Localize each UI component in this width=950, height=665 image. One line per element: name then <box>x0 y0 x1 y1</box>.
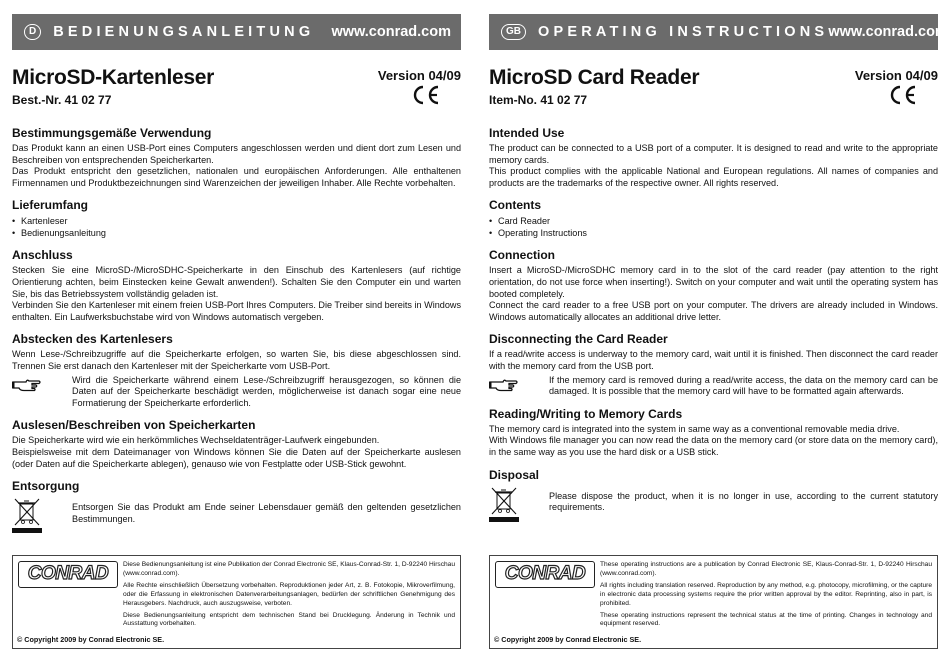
copyright-de: © Copyright 2009 by Conrad Electronic SE. <box>17 635 165 644</box>
conrad-logo: CONRAD <box>495 561 595 588</box>
connection-heading-gb: Connection <box>489 248 555 263</box>
english-column <box>489 14 948 527</box>
version-label-de: Version 04/09 <box>377 68 461 83</box>
disposal-text-de: Entsorgen Sie das Produkt am Ende seiner Lebensdauer gemäß den geltenden gesetzlichen Bestimmungen. <box>72 502 461 524</box>
banner-title-de: BEDIENUNGSANLEITUNG <box>53 24 315 40</box>
website-link-de[interactable]: www.conrad.com <box>331 24 451 40</box>
copyright-gb: © Copyright 2009 by Conrad Electronic SE. <box>494 635 642 644</box>
german-banner <box>12 14 461 50</box>
intended-use-heading-gb: Intended Use <box>489 126 565 140</box>
read-write-heading-de: Auslesen/Beschreiben von Speicherkarten <box>12 418 256 433</box>
intended-use-heading-de: Bestimmungsgemäße Verwendung <box>12 126 212 140</box>
read-write-text-gb: With Windows file manager you can now read the data on the memory card (or store data on the memory card), in the same way as you use the hard disk or a USB stick. <box>489 435 938 457</box>
disposal-heading-de: Entsorgung <box>12 479 80 494</box>
list-item: • Operating Instructions <box>489 227 938 239</box>
contents-list-gb <box>489 215 938 239</box>
read-write-text-de: Beispielsweise mit dem Dateimanager von Windows können Sie die Daten auf der Speicherkarte auslesen (oder Daten auf die Speicherkarte ablegen), genauso wie von Festplatte oder USB-Stick gewohnt. <box>12 446 461 469</box>
disposal-heading-gb: Disposal <box>489 467 540 482</box>
warning-note-de <box>12 375 461 410</box>
list-item: • Bedienungsanleitung <box>12 227 461 239</box>
product-header-de <box>12 66 461 124</box>
product-title-gb: MicroSD Card Reader <box>489 66 700 89</box>
disposal-section-de <box>12 497 461 538</box>
intended-use-text-gb: This product complies with the applicable National and European regulations. All names of companies and products are the trademarks of the respective owner. All rights reserved. <box>489 166 938 188</box>
warning-note-text-gb: If the memory card is removed during a read/write access, the data on the memory card can be damaged. It is possible that the memory card will have to be formatted again afterwards. <box>549 374 938 397</box>
list-item: • Card Reader <box>489 215 938 227</box>
legal-text-de <box>123 561 455 632</box>
disposal-section-gb <box>489 486 938 527</box>
connection-text-de: Stecken Sie eine MicroSD-/MicroSDHC-Speicherkarte in den Einschub des Kartenlesers (auf richtige Orientierung achten, beim Einstecken keine Gewalt anwenden!). Schalten Sie den Computer ein und warten Sie, bis das Betriebssystem vollständig geladen ist. <box>12 265 461 299</box>
ce-mark-icon <box>888 84 918 106</box>
item-number-gb: Item-No. 41 02 77 <box>489 93 588 107</box>
read-write-text-de: Die Speicherkarte wird wie ein herkömmliches Wechseldatenträger-Laufwerk eingebunden. <box>12 435 380 446</box>
contents-list-de <box>12 215 461 239</box>
ce-mark-icon <box>411 84 441 106</box>
contents-heading-gb: Contents <box>489 198 541 213</box>
intended-use-text-de: Das Produkt kann an einen USB-Port eines Computers angeschlossen werden und dient dort zum Lesen und Beschreiben von entsprechenden Speicherkarten. <box>12 143 461 165</box>
publisher-footer-gb <box>489 555 938 649</box>
product-header-gb <box>489 66 938 124</box>
list-item: • Kartenleser <box>12 215 461 227</box>
disconnect-heading-gb: Disconnecting the Card Reader <box>489 332 668 347</box>
legal-text-gb <box>600 561 932 632</box>
version-label-gb: Version 04/09 <box>854 68 938 83</box>
language-badge-gb: GB <box>501 24 526 40</box>
english-banner <box>489 14 948 50</box>
warning-note-gb <box>489 375 938 398</box>
legal-paragraph: All rights including translation reserved. Reproduction by any method, e.g. photocopy, microfilming, or the capture in electronic data processing systems require the prior written approval by the editor. Reprinting, also in part, is prohibited. <box>600 581 932 607</box>
conrad-logo: CONRAD <box>18 561 118 588</box>
legal-paragraph: These operating instructions represent the technical status at the time of printing. Changes in technology and equipment reserved. <box>600 611 932 628</box>
read-write-text-gb: The memory card is integrated into the system in same way as a conventional removable media drive. <box>489 423 900 434</box>
disposal-text-gb: Please dispose the product, when it is no longer in use, according to the current statutory requirements. <box>549 490 938 513</box>
pointing-hand-icon <box>12 375 72 410</box>
german-column <box>12 14 461 538</box>
product-title-de: MicroSD-Kartenleser <box>12 66 215 89</box>
banner-title-gb: OPERATING INSTRUCTIONS <box>538 24 829 40</box>
contents-heading-de: Lieferumfang <box>12 198 89 213</box>
connection-text-de: Verbinden Sie den Kartenleser mit einem freien USB-Port Ihres Computers. Die Treiber sind bereits in Windows enthalten. Ein Laufwerksbuchstabe wird von Windows automatisch vergeben. <box>12 300 461 322</box>
read-write-heading-gb: Reading/Writing to Memory Cards <box>489 406 683 421</box>
disconnect-heading-de: Abstecken des Kartenlesers <box>12 332 173 347</box>
legal-paragraph: Alle Rechte einschließlich Übersetzung vorbehalten. Reproduktionen jeder Art, z. B. Fotokopie, Mikroverfilmung, oder die Erfassung in elektronischen Datenverarbeitungsanlagen, bedürfen der schriftlichen Genehmigung des Herausgebers. Nachdruck, auch auszugsweise, verboten. <box>123 581 455 607</box>
publisher-footer-de <box>12 555 461 649</box>
language-badge-de: D <box>24 24 41 40</box>
intended-use-text-de: Das Produkt entspricht den gesetzlichen, nationalen und europäischen Anforderungen. Alle enthaltenen Firmennamen und Produktbezeichnungen sind Warenzeichen der jeweiligen Inhaber. Alle Rechte vorbehalten. <box>12 166 461 188</box>
legal-paragraph: Diese Bedienungsanleitung ist eine Publikation der Conrad Electronic SE, Klaus-Conrad-Str. 1, D-92240 Hirschau (www.conrad.com). <box>123 561 455 577</box>
disconnect-text-gb: If a read/write access is underway to the memory card, wait until it is finished. Then disconnect the card reader with the memory card from the USB port. <box>489 349 938 371</box>
crossed-bin-icon <box>12 497 72 538</box>
legal-paragraph: Diese Bedienungsanleitung entspricht dem technischen Stand bei Drucklegung. Änderung in Technik und Ausstattung vorbehalten. <box>123 611 455 628</box>
item-number-de: Best.-Nr. 41 02 77 <box>12 93 112 107</box>
legal-paragraph: These operating instructions are a publication by Conrad Electronic SE, Klaus-Conrad-Str. 1, D-92240 Hirschau (www.conrad.com). <box>600 561 932 577</box>
crossed-bin-icon <box>489 486 549 527</box>
connection-text-gb: Connect the card reader to a free USB port on your computer. The drivers are already included in Windows. Windows automatically allocates an additional drive letter. <box>489 300 938 322</box>
disconnect-text-de: Wenn Lese-/Schreibzugriffe auf die Speicherkarte erfolgen, so warten Sie, bis diese abgeschlossen sind. Trennen Sie erst danach den Kartenleser mit der Speicherkarte vom USB-Port. <box>12 349 461 371</box>
warning-note-text-de: Wird die Speicherkarte während einem Lese-/Schreibzugriff herausgezogen, so können die Daten auf der Speicherkarte beschädigt werden, möglicherweise ist danach sogar eine neue Formatierung der Speicherkarte erforderlich. <box>72 374 461 408</box>
intended-use-text-gb: The product can be connected to a USB port of a computer. It is designed to read and write to the appropriate memory cards. <box>489 143 938 165</box>
connection-text-gb: Insert a MicroSD-/MicroSDHC memory card in to the slot of the card reader (pay attention to the right orientation, do not use force when inserting!). Switch on your computer and wait until the operating system has booted completely. <box>489 265 938 299</box>
connection-heading-de: Anschluss <box>12 248 73 263</box>
pointing-hand-icon <box>489 375 549 398</box>
website-link-gb[interactable]: www.conrad.com <box>828 24 948 40</box>
